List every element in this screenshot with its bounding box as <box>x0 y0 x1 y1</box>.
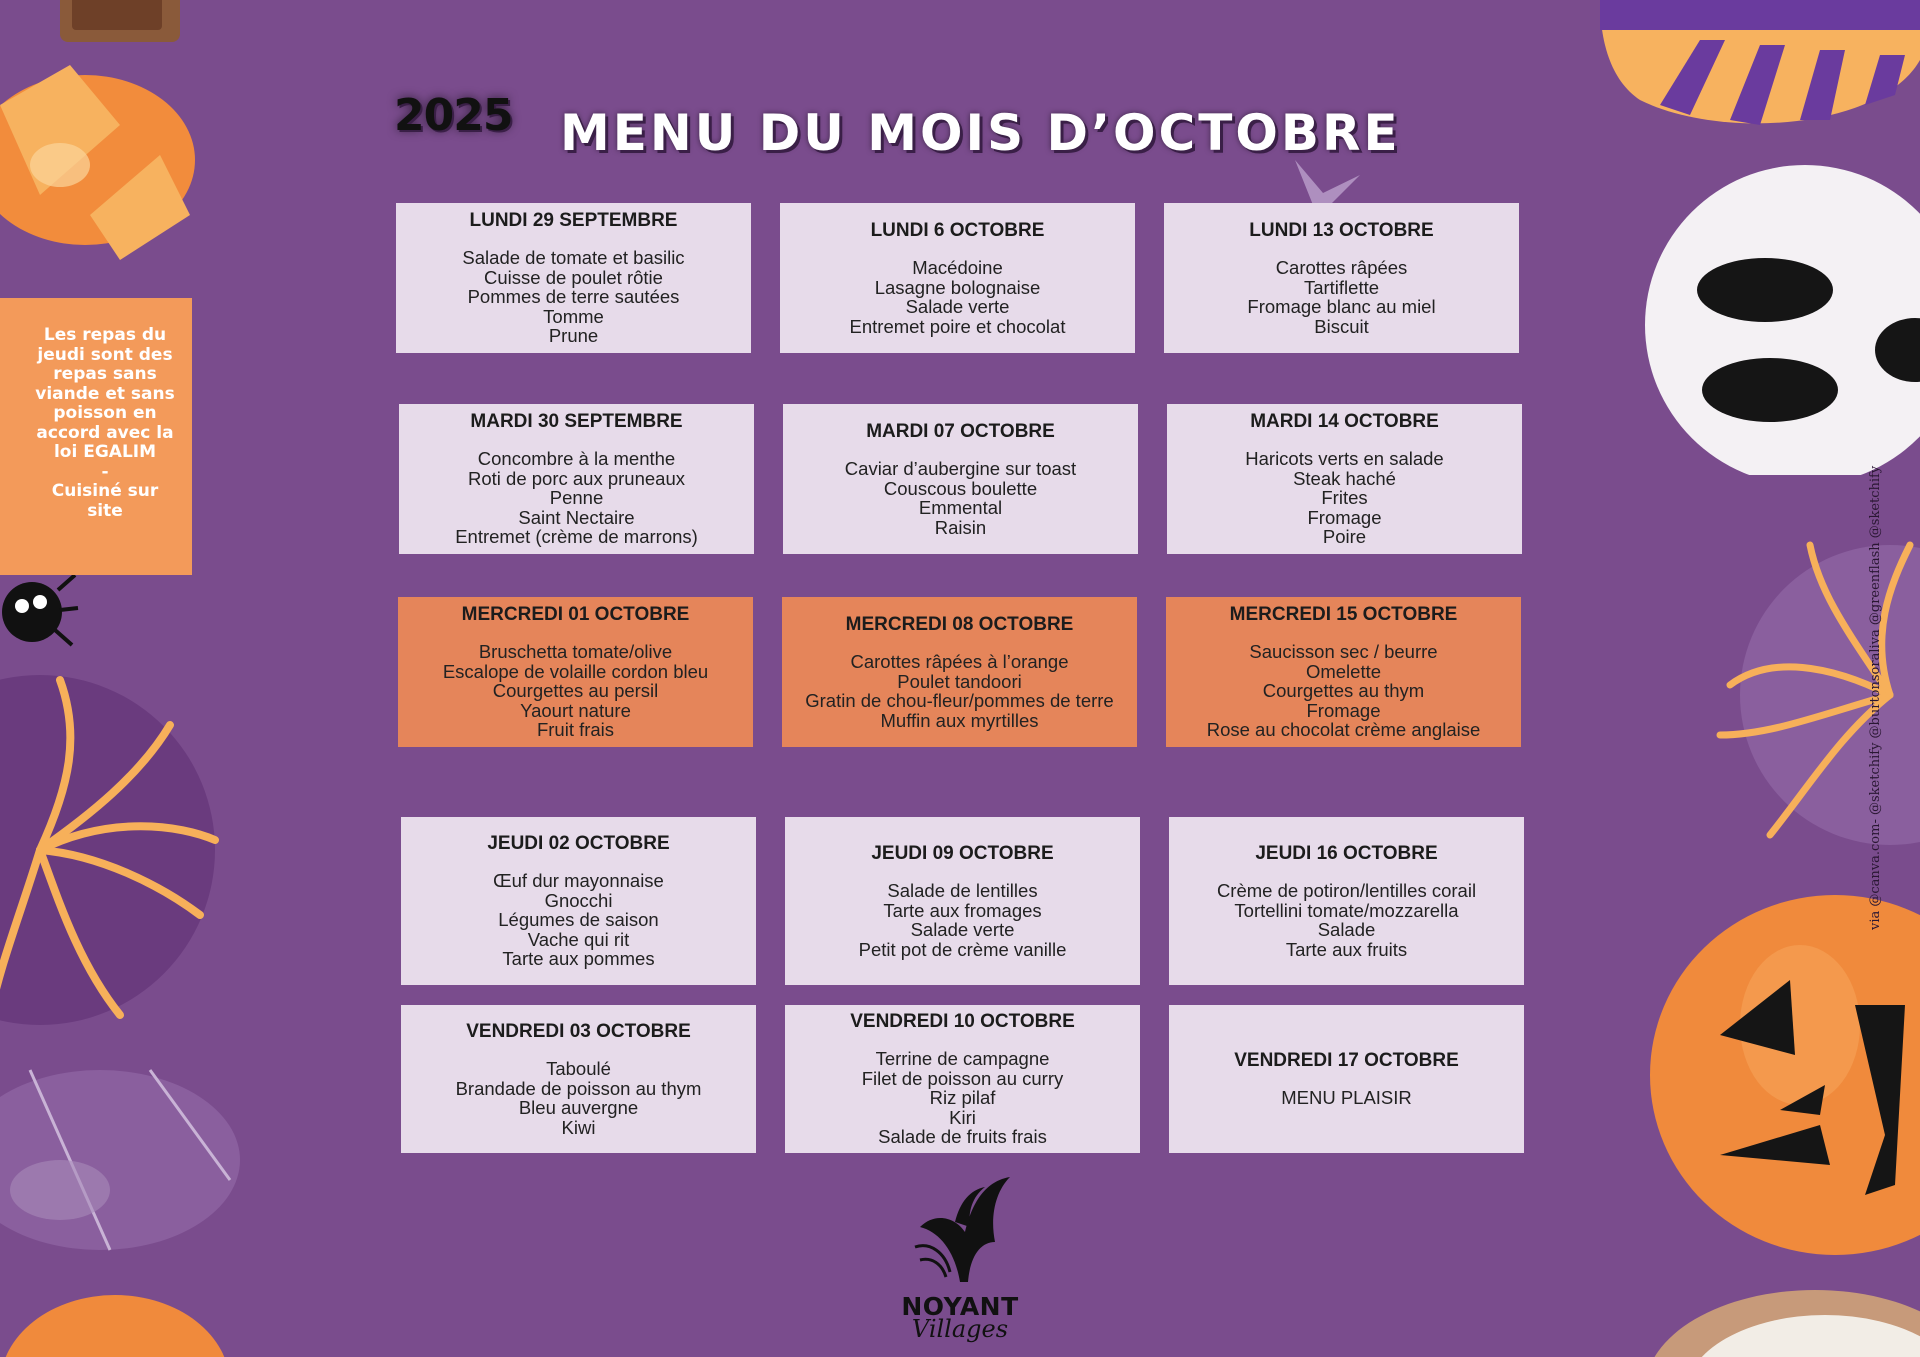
menu-dish: Tortellini tomate/mozzarella <box>1234 899 1459 921</box>
striped-sock-decoration <box>1600 0 1920 140</box>
menu-dish: Courgettes au thym <box>1262 680 1425 702</box>
menu-dish: Biscuit <box>1314 315 1369 337</box>
menu-dish: Saint Nectaire <box>518 506 635 528</box>
menu-day-title: VENDREDI 03 OCTOBRE <box>466 1021 691 1042</box>
menu-card-mardi-14-oct <box>1167 404 1522 554</box>
menu-dish: Entremet (crème de marrons) <box>455 526 698 548</box>
menu-dish: Carottes râpées <box>1275 257 1408 278</box>
menu-dish: Crème de potiron/lentilles corail <box>1216 880 1477 901</box>
ghost-decoration <box>1635 165 1920 475</box>
menu-dish: Salade verte <box>905 296 1010 317</box>
menu-dish: Saucisson sec / beurre <box>1249 641 1438 663</box>
menu-dish: Salade <box>1317 919 1376 940</box>
menu-card-mercredi-01-oct <box>398 597 753 747</box>
menu-dish: Salade de lentilles <box>887 880 1038 901</box>
pumpkin-decoration <box>1650 885 1920 1265</box>
menu-dish: Haricots verts en salade <box>1245 448 1444 470</box>
menu-card-vendredi-03-oct <box>401 1005 756 1153</box>
menu-dish: Bruschetta tomate/olive <box>478 641 673 663</box>
menu-day-title: VENDREDI 17 OCTOBRE <box>1234 1050 1459 1072</box>
menu-dish: Fromage <box>1306 699 1381 721</box>
menu-dish: Rose au chocolat crème anglaise <box>1206 719 1481 741</box>
menu-dish: Couscous boulette <box>883 477 1038 499</box>
menu-dish: Riz pilaf <box>929 1087 996 1109</box>
menu-day-title: MERCREDI 15 OCTOBRE <box>1229 604 1458 626</box>
noyant-villages-logo <box>890 1172 1030 1343</box>
menu-dish: Omelette <box>1305 660 1382 682</box>
candy-decoration <box>0 65 195 260</box>
menu-dish: Caviar d’aubergine sur toast <box>844 458 1077 479</box>
menu-dish: Steak haché <box>1293 467 1396 489</box>
menu-dish: Courgettes au persil <box>492 680 659 702</box>
menu-dish: Gratin de chou-fleur/pommes de terre <box>805 690 1114 711</box>
menu-dish: Fruit frais <box>536 719 615 741</box>
year-label: 2025 <box>394 90 513 141</box>
menu-card-jeudi-02-oct <box>401 817 756 985</box>
menu-day-title: JEUDI 09 OCTOBRE <box>871 843 1054 864</box>
menu-dish: Poulet tandoori <box>897 670 1022 692</box>
menu-dish: Emmental <box>918 497 1003 518</box>
menu-card-jeudi-16-oct <box>1169 817 1524 985</box>
orange-candy-bottom-decoration <box>0 1275 230 1357</box>
swirl-candy-right-decoration <box>1710 535 1920 855</box>
swirl-lollipop-decoration <box>0 665 220 1045</box>
menu-day-title: MERCREDI 01 OCTOBRE <box>461 604 690 626</box>
menu-card-jeudi-09-oct <box>785 817 1140 985</box>
menu-dish: Prune <box>548 325 599 347</box>
menu-day-title: MARDI 30 SEPTEMBRE <box>470 411 683 433</box>
menu-dish: Taboulé <box>546 1058 611 1079</box>
menu-card-mercredi-08-oct <box>782 597 1137 747</box>
menu-dish: Gnocchi <box>544 889 613 911</box>
menu-dish: Fromage <box>1307 506 1382 528</box>
striped-candy-decoration <box>0 1060 240 1260</box>
menu-dish: Œuf dur mayonnaise <box>493 870 664 892</box>
menu-dish: Entremet poire et chocolat <box>849 315 1066 337</box>
menu-dish: Petit pot de crème vanille <box>858 938 1067 960</box>
menu-dish: Pommes de terre sautées <box>467 286 680 308</box>
cookie-bottom-decoration <box>1615 1280 1920 1357</box>
menu-dish: Kiwi <box>561 1116 596 1138</box>
menu-dish: Carottes râpées à l’orange <box>850 651 1069 672</box>
menu-card-vendredi-17-oct <box>1169 1005 1524 1153</box>
menu-card-vendredi-10-oct <box>785 1005 1140 1153</box>
meat-free-note <box>0 298 192 575</box>
menu-dish: Salade de fruits frais <box>878 1126 1047 1148</box>
menu-dish: Salade de tomate et basilic <box>462 247 685 269</box>
spider-decoration <box>0 570 80 650</box>
menu-card-lundi-29-sept <box>396 203 751 353</box>
menu-dish: Macédoine <box>912 257 1003 278</box>
menu-dish: Kiri <box>949 1106 976 1128</box>
menu-dish: Lasagne bolognaise <box>874 276 1041 298</box>
menu-dish: Salade verte <box>910 919 1015 940</box>
menu-card-mardi-07-oct <box>783 404 1138 554</box>
menu-dish: Raisin <box>934 516 987 538</box>
menu-dish: Terrine de campagne <box>875 1048 1050 1070</box>
menu-card-lundi-13-oct <box>1164 203 1519 353</box>
menu-dish: Tartiflette <box>1303 276 1380 298</box>
menu-dish: Fromage blanc au miel <box>1247 296 1436 317</box>
menu-dish: Frites <box>1321 487 1368 509</box>
menu-day-title: LUNDI 13 OCTOBRE <box>1249 220 1434 241</box>
logo-mark-icon <box>900 1172 1020 1287</box>
menu-card-mardi-30-sept <box>399 404 754 554</box>
logo-text-villages: Villages <box>911 1315 1009 1343</box>
image-credit: via @canva.com- @sketchify @burtonsoraliva @greenflash @sketchify <box>1868 465 1883 930</box>
menu-day-title: LUNDI 6 OCTOBRE <box>870 220 1045 241</box>
menu-dish: Tarte aux fromages <box>883 899 1042 921</box>
menu-day-title: JEUDI 16 OCTOBRE <box>1255 843 1438 864</box>
menu-dish: Bleu auvergne <box>518 1097 639 1118</box>
note-separator: - <box>101 461 109 482</box>
menu-dish: Tarte aux pommes <box>502 948 655 970</box>
menu-day-title: MARDI 14 OCTOBRE <box>1250 411 1439 433</box>
menu-dish: Brandade de poisson au thym <box>455 1077 702 1099</box>
menu-day-title: LUNDI 29 SEPTEMBRE <box>469 210 678 232</box>
menu-dish: Filet de poisson au curry <box>861 1067 1064 1089</box>
menu-dish: Muffin aux myrtilles <box>880 709 1039 731</box>
menu-card-lundi-6-oct <box>780 203 1135 353</box>
menu-dish: Tomme <box>543 305 604 327</box>
menu-dish: Penne <box>549 487 604 509</box>
menu-day-title: MARDI 07 OCTOBRE <box>866 421 1055 442</box>
menu-day-title: VENDREDI 10 OCTOBRE <box>850 1011 1075 1033</box>
menu-dish: Cuisse de poulet rôtie <box>484 266 663 288</box>
page-title: MENU DU MOIS D’OCTOBRE <box>560 104 1401 162</box>
menu-dish: Concombre à la menthe <box>477 448 676 470</box>
chocolate-bar-decoration <box>0 0 190 50</box>
menu-dish: Légumes de saison <box>498 909 659 931</box>
menu-dish: MENU PLAISIR <box>1281 1087 1412 1109</box>
menu-dish: Roti de porc aux pruneaux <box>468 467 685 489</box>
menu-dish: Poire <box>1322 526 1367 548</box>
menu-day-title: MERCREDI 08 OCTOBRE <box>845 614 1074 635</box>
logo-text-noyant: NOYANT <box>901 1292 1019 1321</box>
note-cooked-onsite: Cuisiné sur site <box>51 481 159 521</box>
menu-dish: Tarte aux fruits <box>1285 938 1408 960</box>
menu-card-mercredi-15-oct <box>1166 597 1521 747</box>
menu-dish: Yaourt nature <box>520 699 631 721</box>
menu-dish: Escalope de volaille cordon bleu <box>442 660 709 682</box>
note-text: Les repas du jeudi sont des repas sans viande et sans poisson en accord avec la loi EGALIM <box>35 325 175 462</box>
menu-day-title: JEUDI 02 OCTOBRE <box>487 833 670 855</box>
menu-dish: Vache qui rit <box>527 928 630 950</box>
